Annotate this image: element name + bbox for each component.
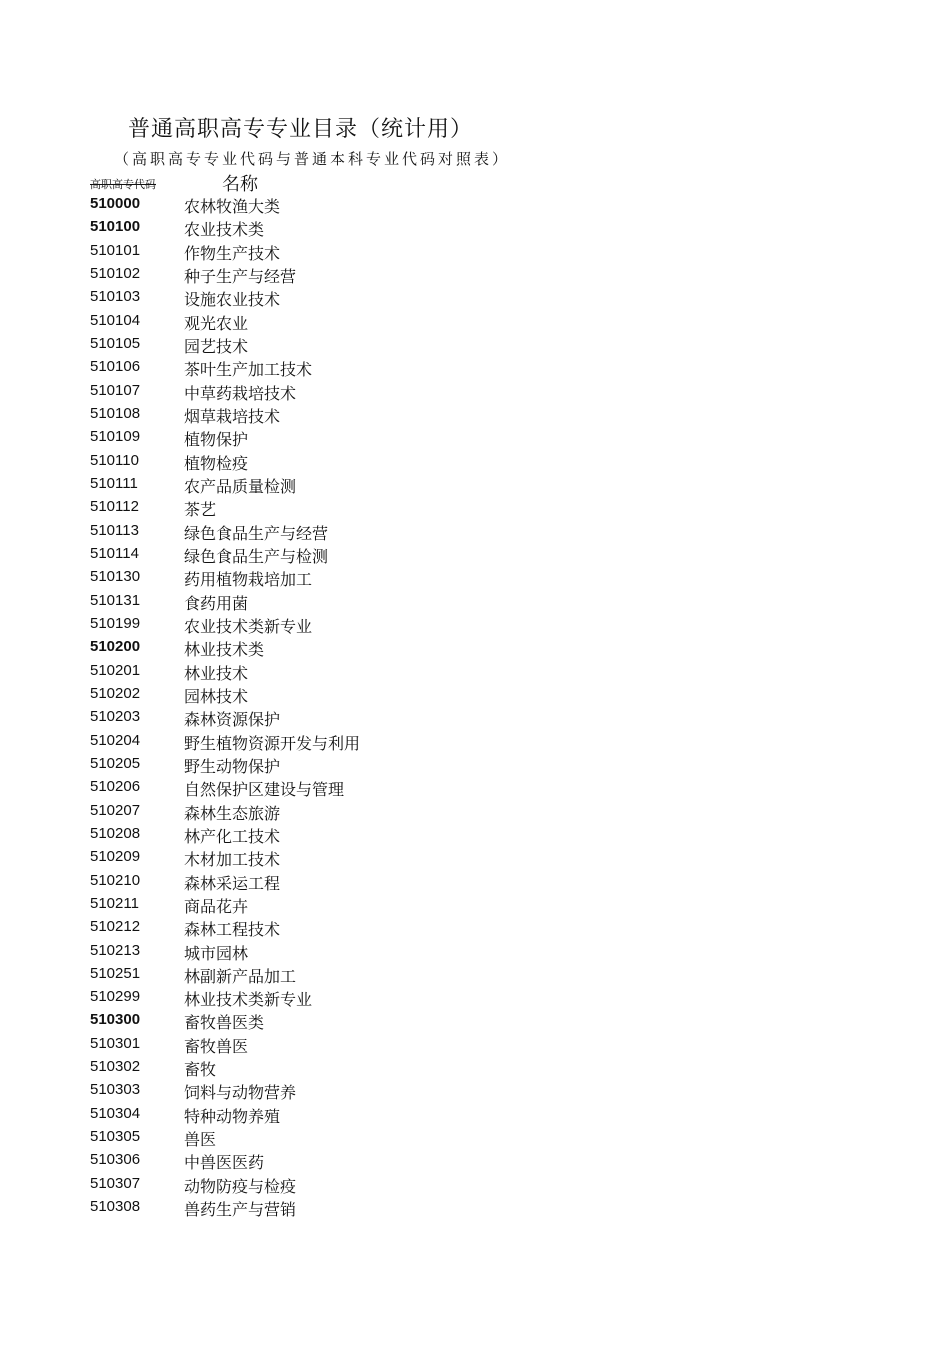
- major-name: 农业技术类: [184, 220, 265, 240]
- major-code: 510108: [90, 404, 141, 422]
- major-code: 510104: [90, 311, 141, 329]
- major-name: 畜牧兽医: [184, 1036, 249, 1056]
- major-name: 畜牧兽医类: [184, 1013, 265, 1033]
- major-code: 510106: [90, 358, 141, 376]
- major-name: 园艺技术: [184, 336, 249, 356]
- major-name: 饲料与动物营养: [184, 1083, 297, 1103]
- major-name: 植物检疫: [184, 453, 249, 473]
- major-name: 森林工程技术: [184, 920, 281, 940]
- major-code: 510131: [90, 591, 141, 609]
- table-row: [0, 263, 950, 286]
- table-row: [0, 310, 950, 333]
- major-code: 510103: [90, 288, 141, 306]
- major-name: 林业技术: [184, 663, 249, 683]
- major-name: 商品花卉: [184, 896, 249, 916]
- table-row: [0, 870, 950, 893]
- table-row: [0, 450, 950, 473]
- major-name: 林产化工技术: [184, 826, 281, 846]
- table-row: [0, 1196, 950, 1219]
- major-name: 食药用菌: [184, 593, 249, 613]
- major-code: 510109: [90, 428, 141, 446]
- table-row: [0, 1009, 950, 1032]
- table-row: [0, 776, 950, 799]
- major-code: 510199: [90, 614, 141, 632]
- major-code: 510305: [90, 1128, 141, 1146]
- table-row: [0, 636, 950, 659]
- table-row: [0, 800, 950, 823]
- table-row: [0, 333, 950, 356]
- major-name: 林副新产品加工: [184, 966, 297, 986]
- table-row: [0, 380, 950, 403]
- major-name: 兽药生产与营销: [184, 1200, 297, 1220]
- major-name: 种子生产与经营: [184, 266, 297, 286]
- major-name: 农产品质量检测: [184, 476, 297, 496]
- table-row: [0, 846, 950, 869]
- major-code: 510204: [90, 731, 141, 749]
- major-code: 510111: [90, 474, 138, 492]
- major-code: 510299: [90, 988, 141, 1006]
- table-row: [0, 543, 950, 566]
- table-row: [0, 823, 950, 846]
- table-row: [0, 1103, 950, 1126]
- page-subtitle: （高职高专专业代码与普通本科专业代码对照表）: [114, 150, 511, 168]
- table-row: [0, 473, 950, 496]
- table-row: [0, 216, 950, 239]
- major-code: 510114: [90, 544, 139, 562]
- major-code: 510112: [90, 498, 139, 516]
- table-row: [0, 193, 950, 216]
- major-name: 林业技术类新专业: [184, 990, 313, 1010]
- major-code: 510202: [90, 684, 141, 702]
- table-row: [0, 240, 950, 263]
- table-row: [0, 1173, 950, 1196]
- major-code: 510300: [90, 1011, 141, 1029]
- major-name: 野生动物保护: [184, 756, 281, 776]
- column-header-name: 名称: [222, 174, 258, 195]
- major-name: 林业技术类: [184, 640, 265, 660]
- table-row: [0, 940, 950, 963]
- major-name: 园林技术: [184, 686, 249, 706]
- table-row: [0, 613, 950, 636]
- table-row: [0, 963, 950, 986]
- page-title: 普通高职高专专业目录（统计用）: [128, 117, 474, 142]
- major-code: 510107: [90, 381, 141, 399]
- table-row: [0, 1149, 950, 1172]
- major-code: 510200: [90, 638, 141, 656]
- major-name: 特种动物养殖: [184, 1106, 281, 1126]
- major-name: 观光农业: [184, 313, 249, 333]
- table-row: [0, 403, 950, 426]
- major-code: 510251: [90, 964, 141, 982]
- table-row: [0, 706, 950, 729]
- major-code: 510201: [90, 661, 141, 679]
- table-row: [0, 916, 950, 939]
- table-row: [0, 426, 950, 449]
- major-code: 510207: [90, 801, 141, 819]
- table-row: [0, 1079, 950, 1102]
- major-name: 设施农业技术: [184, 290, 281, 310]
- major-code: 510100: [90, 218, 141, 236]
- major-name: 野生植物资源开发与利用: [184, 733, 361, 753]
- major-code: 510212: [90, 918, 141, 936]
- table-row: [0, 1033, 950, 1056]
- major-code: 510301: [90, 1034, 141, 1052]
- table-row: [0, 1126, 950, 1149]
- table-row: [0, 356, 950, 379]
- major-code: 510211: [90, 894, 139, 912]
- major-name: 畜牧: [184, 1060, 217, 1080]
- table-row: [0, 986, 950, 1009]
- major-name: 森林生态旅游: [184, 803, 281, 823]
- major-name: 兽医: [184, 1130, 217, 1150]
- table-row: [0, 753, 950, 776]
- major-code: 510206: [90, 778, 141, 796]
- major-name: 植物保护: [184, 430, 249, 450]
- major-code: 510304: [90, 1104, 141, 1122]
- major-name: 绿色食品生产与检测: [184, 546, 329, 566]
- major-name: 森林采运工程: [184, 873, 281, 893]
- major-code: 510102: [90, 264, 141, 282]
- major-name: 茶艺: [184, 500, 217, 520]
- major-code: 510307: [90, 1174, 141, 1192]
- table-row: [0, 590, 950, 613]
- major-name: 森林资源保护: [184, 710, 281, 730]
- table-row: [0, 893, 950, 916]
- table-row: [0, 496, 950, 519]
- table-row: [0, 520, 950, 543]
- major-code: 510303: [90, 1081, 141, 1099]
- major-code: 510205: [90, 754, 141, 772]
- major-name: 自然保护区建设与管理: [184, 780, 345, 800]
- major-code: 510203: [90, 708, 141, 726]
- major-code: 510113: [90, 521, 139, 539]
- major-name: 中兽医医药: [184, 1153, 265, 1173]
- major-code: 510210: [90, 871, 141, 889]
- major-name: 中草药栽培技术: [184, 383, 297, 403]
- major-name: 茶叶生产加工技术: [184, 360, 313, 380]
- major-name: 烟草栽培技术: [184, 406, 281, 426]
- major-code: 510101: [90, 241, 141, 259]
- major-code: 510213: [90, 941, 141, 959]
- major-name: 绿色食品生产与经营: [184, 523, 329, 543]
- major-code: 510302: [90, 1058, 141, 1076]
- column-header-code: 高职高专代码: [90, 178, 156, 191]
- major-code: 510130: [90, 568, 141, 586]
- table-row: [0, 286, 950, 309]
- major-code: 510209: [90, 848, 141, 866]
- table-row: [0, 683, 950, 706]
- major-code: 510306: [90, 1151, 141, 1169]
- major-name: 城市园林: [184, 943, 249, 963]
- major-code: 510105: [90, 334, 141, 352]
- major-name: 农业技术类新专业: [184, 616, 313, 636]
- major-name: 药用植物栽培加工: [184, 570, 313, 590]
- table-row: [0, 566, 950, 589]
- major-name: 木材加工技术: [184, 850, 281, 870]
- table-row: [0, 730, 950, 753]
- table-row: [0, 660, 950, 683]
- major-name: 作物生产技术: [184, 243, 281, 263]
- major-list: [0, 193, 950, 1219]
- major-code: 510308: [90, 1198, 141, 1216]
- table-row: [0, 1056, 950, 1079]
- major-name: 农林牧渔大类: [184, 197, 281, 216]
- major-code: 510000: [90, 195, 141, 212]
- major-code: 510110: [90, 451, 139, 469]
- major-name: 动物防疫与检疫: [184, 1176, 297, 1196]
- major-code: 510208: [90, 824, 141, 842]
